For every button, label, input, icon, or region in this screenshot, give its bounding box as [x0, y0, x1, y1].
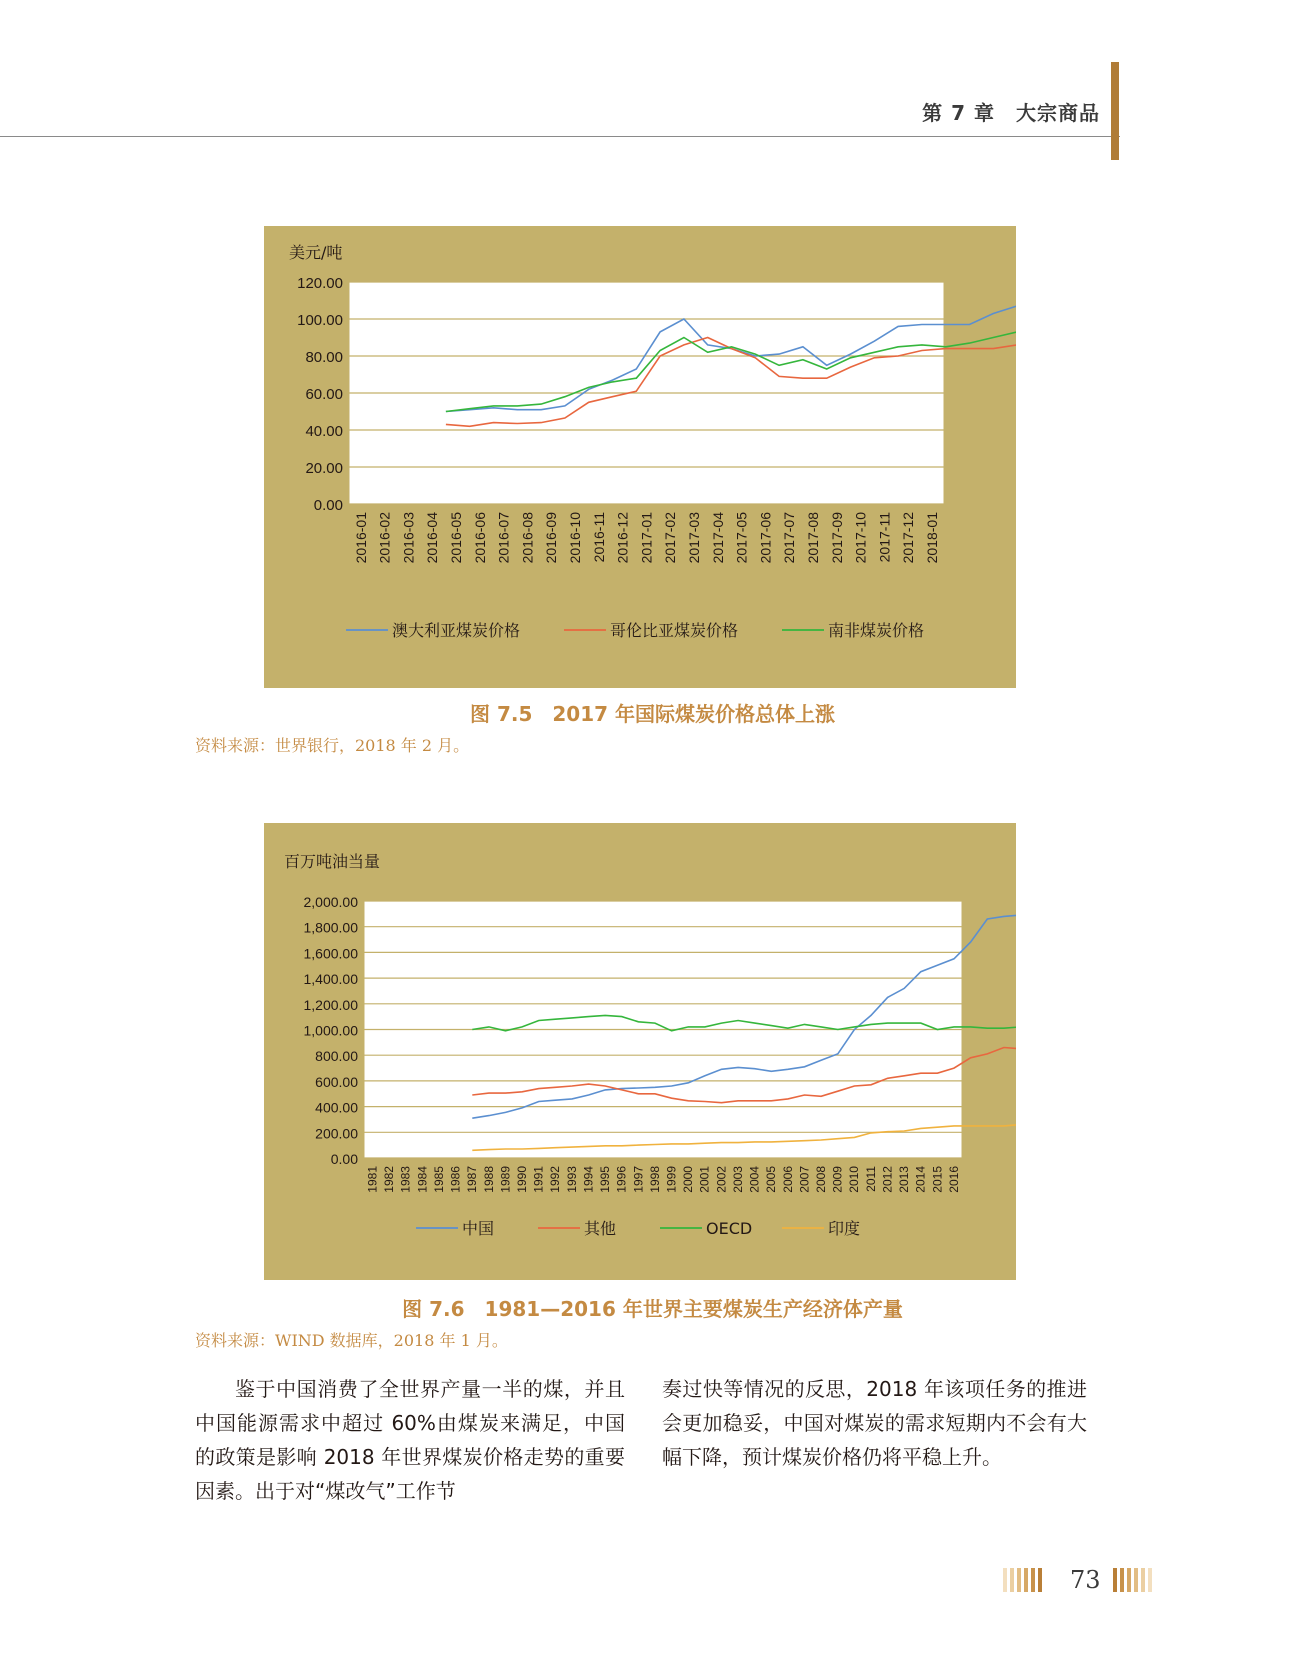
y-tick-label: 200.00	[315, 1125, 358, 1142]
x-tick-label: 2003	[730, 1166, 745, 1193]
x-tick-label: 2015	[930, 1166, 945, 1193]
x-tick-label: 1983	[398, 1166, 413, 1193]
legend-label: 澳大利亚煤炭价格	[392, 621, 521, 640]
x-tick-label: 2017-10	[852, 512, 869, 564]
x-tick-label: 2017-08	[805, 512, 821, 564]
x-tick-label: 2001	[697, 1166, 712, 1193]
x-tick-label: 2016-04	[424, 512, 441, 564]
x-tick-label: 1996	[614, 1166, 629, 1193]
y-tick-label: 40.00	[305, 423, 343, 440]
y-tick-label: 2,000.00	[303, 894, 358, 910]
folio-bar	[1024, 1568, 1028, 1592]
x-tick-label: 2014	[913, 1166, 928, 1193]
y-tick-label: 20.00	[305, 460, 343, 477]
folio-bar	[1003, 1568, 1007, 1592]
x-tick-label: 2016-07	[495, 512, 512, 564]
figure-7-5-chart	[264, 226, 1016, 688]
x-tick-label: 1995	[598, 1166, 613, 1193]
folio-decoration-left	[1003, 1568, 1045, 1596]
body-paragraph-left: 鉴于中国消费了全世界产量一半的煤，并且中国能源需求中超过 60%由煤炭来满足，中国的政策是影响 2018 年世界煤炭价格走势的重要因素。出于对“煤改气”工作节	[195, 1377, 625, 1503]
y-tick-label: 1,600.00	[303, 945, 358, 962]
header-rule	[0, 136, 1120, 137]
x-tick-label: 2010	[847, 1166, 862, 1193]
y-tick-label: 1,800.00	[303, 919, 358, 936]
body-paragraph-right: 奏过快等情况的反思，2018 年该项任务的推进会更加稳妥，中国对煤炭的需求短期内不会有大幅下降，预计煤炭价格仍将平稳上升。	[662, 1377, 1087, 1469]
legend-label: 印度	[828, 1219, 861, 1238]
folio-bar	[1038, 1568, 1042, 1592]
y-tick-label: 0.00	[313, 497, 343, 514]
x-tick-label: 2017-11	[876, 512, 893, 563]
x-tick-label: 2016-08	[519, 512, 536, 564]
x-tick-label: 2009	[830, 1166, 845, 1193]
y-tick-label: 1,000.00	[303, 1022, 358, 1039]
legend-label: OECD	[706, 1219, 753, 1238]
y-tick-label: 80.00	[305, 349, 343, 366]
folio-bar	[1113, 1568, 1117, 1592]
x-tick-label: 1985	[431, 1166, 446, 1193]
chapter-title: 大宗商品	[1016, 101, 1100, 125]
x-tick-label: 2016-02	[376, 512, 393, 564]
x-tick-label: 2007	[797, 1166, 812, 1193]
legend-label: 其他	[584, 1219, 617, 1238]
x-tick-label: 1991	[531, 1166, 546, 1193]
figure-7-6-source: 资料来源：WIND 数据库，2018 年 1 月。	[195, 1331, 508, 1350]
y-axis-label: 百万吨油当量	[284, 852, 381, 871]
x-tick-label: 2017-05	[733, 511, 750, 564]
figure-7-6-caption: 图 7.6 1981—2016 年世界主要煤炭生产经济体产量	[402, 1297, 903, 1321]
y-tick-label: 600.00	[315, 1073, 358, 1090]
x-tick-label: 2017-12	[900, 512, 917, 564]
x-tick-label: 2006	[780, 1166, 795, 1193]
x-tick-label: 1982	[382, 1166, 397, 1193]
x-tick-label: 2011	[863, 1166, 878, 1192]
x-tick-label: 1992	[548, 1166, 563, 1193]
folio-decoration-right	[1113, 1568, 1155, 1596]
x-tick-label: 2016-09	[543, 512, 560, 564]
legend-label: 哥伦比亚煤炭价格	[610, 621, 739, 640]
x-tick-label: 2016-01	[352, 512, 369, 564]
x-tick-label: 2004	[747, 1166, 762, 1193]
x-tick-label: 1990	[515, 1166, 530, 1193]
y-tick-label: 120.00	[297, 275, 343, 292]
x-tick-label: 1998	[647, 1166, 662, 1193]
x-tick-label: 2012	[880, 1166, 895, 1193]
x-tick-label: 2016-10	[567, 512, 583, 564]
x-tick-label: 2018-01	[924, 512, 940, 564]
x-tick-label: 2017-06	[757, 512, 774, 564]
y-tick-label: 60.00	[305, 386, 343, 403]
folio-bar	[1031, 1568, 1035, 1592]
x-tick-label: 2002	[714, 1166, 729, 1193]
x-tick-label: 1994	[581, 1166, 596, 1193]
folio-bar	[1148, 1568, 1152, 1592]
legend-label: 南非煤炭价格	[828, 621, 925, 640]
y-tick-label: 100.00	[297, 312, 343, 329]
y-tick-label: 1,400.00	[303, 971, 358, 988]
figure-7-5-caption: 图 7.5 2017 年国际煤炭价格总体上涨	[469, 702, 836, 726]
header-accent-bar	[1111, 62, 1119, 160]
folio-bar	[1120, 1568, 1124, 1592]
coal-production-chart-svg	[264, 823, 1016, 1280]
x-tick-label: 2016-11	[590, 512, 607, 563]
folio-bar	[1134, 1568, 1138, 1592]
x-tick-label: 2017-07	[781, 512, 798, 564]
running-header	[922, 97, 1100, 126]
chapter-number: 第 7 章	[922, 101, 995, 125]
x-tick-label: 2017-09	[828, 512, 845, 564]
body-text-left-column	[195, 1372, 625, 1508]
x-tick-label: 1993	[564, 1166, 579, 1193]
x-tick-label: 1988	[481, 1166, 496, 1193]
x-tick-label: 2017-01	[638, 512, 655, 564]
figure-7-5-source: 资料来源：世界银行，2018 年 2 月。	[195, 736, 470, 755]
folio-bar	[1127, 1568, 1131, 1592]
x-tick-label: 2013	[897, 1166, 912, 1193]
folio-bar	[1010, 1568, 1014, 1592]
figure-7-6-chart	[264, 823, 1016, 1280]
x-tick-label: 1989	[498, 1166, 513, 1193]
page-number: 73	[1070, 1566, 1101, 1594]
x-tick-label: 1981	[365, 1166, 380, 1193]
y-tick-label: 1,200.00	[303, 996, 358, 1013]
x-tick-label: 1987	[465, 1166, 480, 1193]
x-tick-label: 2016-12	[614, 512, 631, 564]
x-tick-label: 2016	[946, 1166, 961, 1193]
x-tick-label: 1997	[631, 1166, 646, 1193]
body-text-right-column	[662, 1372, 1087, 1474]
y-tick-label: 800.00	[315, 1048, 358, 1065]
y-tick-label: 400.00	[315, 1099, 358, 1116]
x-tick-label: 1999	[664, 1166, 679, 1193]
x-tick-label: 2008	[814, 1166, 829, 1193]
x-tick-label: 2017-04	[709, 512, 726, 564]
folio-bar	[1141, 1568, 1145, 1592]
legend-label: 中国	[462, 1219, 495, 1238]
y-axis-label: 美元/吨	[289, 243, 343, 262]
y-tick-label: 0.00	[330, 1151, 358, 1167]
folio-bar	[1017, 1568, 1021, 1592]
x-tick-label: 2016-03	[400, 512, 417, 564]
x-tick-label: 2017-03	[686, 512, 702, 564]
x-tick-label: 2017-02	[662, 512, 679, 564]
x-tick-label: 1984	[415, 1166, 430, 1193]
x-tick-label: 2000	[681, 1166, 696, 1193]
coal-price-chart-svg	[264, 226, 1016, 688]
x-tick-label: 2005	[764, 1166, 779, 1193]
x-tick-label: 1986	[448, 1166, 463, 1193]
x-tick-label: 2016-06	[471, 512, 488, 564]
x-tick-label: 2016-05	[448, 512, 464, 564]
